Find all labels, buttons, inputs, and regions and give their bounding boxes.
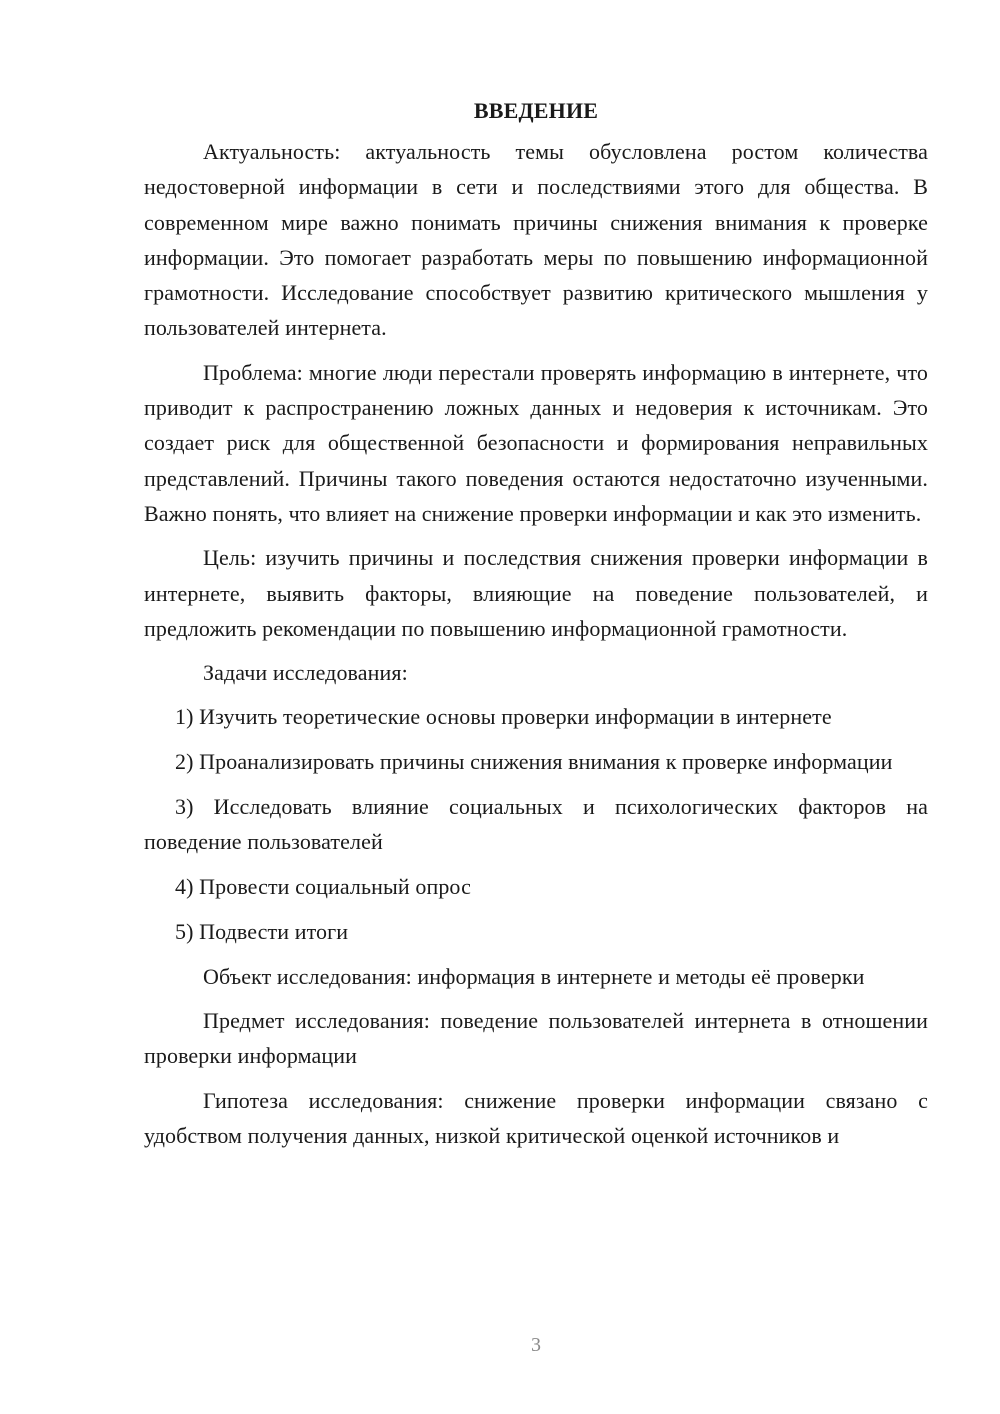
- paragraph-subject: Предмет исследования: поведение пользователей интернета в отношении проверки информации: [144, 1008, 928, 1069]
- paragraph-relevance: Актуальность: актуальность темы обусловлена ростом количества недостоверной информации в сети и последствиями этого для общества. В современном мире важно понимать причины снижения внимания к проверке информации. Это помогает разработать меры по повышению информационной грамотности. Исследование способствует развитию критического мышления у пользователей интернета.: [144, 139, 928, 341]
- task-item-2: 2) Проанализировать причины снижения внимания к проверке информации: [175, 749, 893, 775]
- paragraph-goal: Цель: изучить причины и последствия снижения проверки информации в интернете, выявить факторы, влияющие на поведение пользователей, и предложить рекомендации по повышению информационной грамотности.: [144, 545, 928, 641]
- page-content: [144, 94, 928, 1153]
- paragraph-object: Объект исследования: информация в интернете и методы её проверки: [203, 963, 865, 989]
- task-item-4: 4) Провести социальный опрос: [175, 874, 471, 900]
- paragraph-hypothesis: Гипотеза исследования: снижение проверки информации связано с удобством получения данных, низкой критической оценкой источников и: [144, 1087, 928, 1148]
- paragraph-problem: Проблема: многие люди перестали проверять информацию в интернете, что приводит к распространению ложных данных и недоверия к источникам. Это создает риск для общественной безопасности и формирования неправильных представлений. Причины такого поведения остаются недостаточно изученными. Важно понять, что влияет на снижение проверки информации и как это изменить.: [144, 359, 928, 526]
- paragraph-tasks-heading: Задачи исследования:: [203, 660, 408, 686]
- task-item-1: 1) Изучить теоретические основы проверки информации в интернете: [175, 704, 832, 730]
- task-item-3: 3) Исследовать влияние социальных и психологических факторов на поведение пользователей: [144, 794, 928, 855]
- section-title: ВВЕДЕНИЕ: [473, 98, 599, 123]
- page-number: 3: [531, 1334, 541, 1356]
- task-item-5: 5) Подвести итоги: [175, 918, 349, 944]
